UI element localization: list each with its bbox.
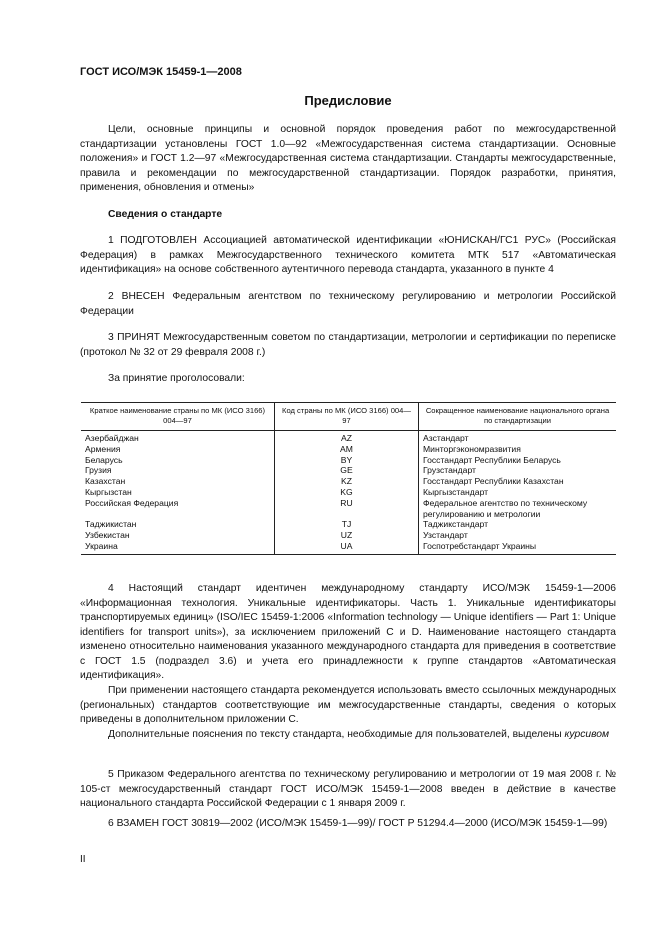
cell-code: AM <box>275 444 419 455</box>
section-heading: Сведения о стандарте <box>108 209 223 220</box>
table-row <box>81 444 616 455</box>
cell-body: Кыргызстандарт <box>423 486 489 497</box>
item-4-paragraph: 4 Настоящий стандарт идентичен международному стандарту ИСО/МЭК 15459-1—2006 «Информационная технология. Уникальные идентификаторы. Часть 1. Уникальные идентификаторы транспортируемых единиц» (ISO/IEC 15459-1:2006 «Information technology — Unique identifiers — Part 1: Unique identifiers for transport units»), за исключением приложений С и D. Наименование настоящего стандарта изменено относительно наименования указанного международного стандарта для приведения в соответствие с ГОСТ 1.5 (подраздел 3.6) и учета его принадлежности к группе стандартов «Автоматическая идентификация». <box>80 583 616 681</box>
cell-country: Таджикистан <box>81 519 275 530</box>
cell-country: Армения <box>81 444 275 455</box>
cell-body: Минторгэкономразвития <box>423 443 521 454</box>
cell-code: RU <box>275 498 419 520</box>
cell-body: Таджикстандарт <box>423 519 489 530</box>
cell-body: Грузстандарт <box>423 465 476 476</box>
cell-code: AZ <box>275 431 419 444</box>
cell-body: Узстандарт <box>423 530 468 541</box>
cell-code: UZ <box>275 530 419 541</box>
intro-paragraph: Цели, основные принципы и основной порядок проведения работ по межгосударственной стандартизации установлены ГОСТ 1.0—92 «Межгосударственная система стандартизации. Основные положения» и ГОСТ 1.2—97 «Межгосударственная система стандартизации. Стандарты межгосударственные, правила и рекомендации по межгосударственной стандартизации. Порядок разработки, принятия, применения, обновления и отмены» <box>80 124 616 193</box>
cell-body: Азстандарт <box>423 433 469 443</box>
item-4-references-paragraph: При применении настоящего стандарта рекомендуется использовать вместо ссылочных международных (региональных) стандартов соответствующие им межгосударственные стандарты, сведения о которых приведены в дополнительном приложении С. <box>80 685 616 725</box>
item-2-paragraph: 2 ВНЕСЕН Федеральным агентством по техническому регулированию и метрологии Российской Федерации <box>80 291 616 317</box>
table-row <box>81 487 616 498</box>
standards-bodies-table <box>81 402 616 555</box>
notes-plain-text: Дополнительные пояснения по тексту стандарта, необходимые для пользователей, выделены <box>108 729 565 740</box>
table-row <box>81 465 616 476</box>
page-title: Предисловие <box>304 93 392 108</box>
column-header-country: Краткое наименование страны по МК (ИСО 3166) 004—97 <box>81 403 275 431</box>
cell-code: BY <box>275 455 419 466</box>
item-1-paragraph: 1 ПОДГОТОВЛЕН Ассоциацией автоматической идентификации «ЮНИСКАН/ГС1 РУС» (Российская Федерация) в рамках Межгосударственного технического комитета МТК 517 «Автоматическая идентификация» на основе собственного аутентичного перевода стандарта, указанного в пункте 4 <box>80 235 616 275</box>
document-header: ГОСТ ИСО/МЭК 15459-1—2008 <box>80 66 242 78</box>
table-row <box>81 530 616 541</box>
notes-italic-text: курсивом <box>564 729 610 740</box>
cell-country: Казахстан <box>81 476 275 487</box>
table-row <box>81 498 616 520</box>
column-header-code: Код страны по МК (ИСО 3166) 004—97 <box>275 403 419 431</box>
cell-code: UA <box>275 541 419 554</box>
item-4-notes-paragraph <box>80 728 616 743</box>
table-row <box>81 541 616 554</box>
cell-body: Госпотребстандарт Украины <box>419 541 617 554</box>
cell-country: Украина <box>81 541 275 554</box>
table-row <box>81 455 616 466</box>
table-header-row <box>81 403 616 431</box>
item-3-paragraph: 3 ПРИНЯТ Межгосударственным советом по стандартизации, метрологии и сертификации по переписке (протокол № 32 от 29 февраля 2008 г.) <box>80 332 616 358</box>
cell-body: Федеральное агентство по техническому регулированию и метрологии <box>423 497 588 519</box>
cell-body: Госстандарт Республики Казахстан <box>423 476 564 487</box>
table-row <box>81 476 616 487</box>
item-6-paragraph: 6 ВЗАМЕН ГОСТ 30819—2002 (ИСО/МЭК 15459-1—99)/ ГОСТ Р 51294.4—2000 (ИСО/МЭК 15459-1—99) <box>108 818 608 829</box>
cell-code: GE <box>275 465 419 476</box>
voted-label: За принятие проголосовали: <box>108 373 245 384</box>
cell-country: Узбекистан <box>81 530 275 541</box>
cell-country: Грузия <box>81 465 275 476</box>
cell-country: Кыргызстан <box>81 487 275 498</box>
table-row <box>81 431 616 444</box>
item-5-paragraph: 5 Приказом Федерального агентства по техническому регулированию и метрологии от 19 мая 2008 г. № 105-ст межгосударственный стандарт ГОСТ ИСО/МЭК 15459-1—2008 введен в действие в качестве национального стандарта Российской Федерации с 1 января 2009 г. <box>80 769 616 809</box>
cell-country: Беларусь <box>81 455 275 466</box>
page-number: II <box>80 854 86 865</box>
table-row <box>81 519 616 530</box>
cell-country: Азербайджан <box>81 431 275 444</box>
cell-code: KG <box>275 487 419 498</box>
column-header-body: Сокращенное наименование национального органа по стандартизации <box>419 403 617 431</box>
cell-code: KZ <box>275 476 419 487</box>
cell-country: Российская Федерация <box>81 498 275 520</box>
cell-body: Госстандарт Республики Беларусь <box>423 454 561 465</box>
cell-code: TJ <box>275 519 419 530</box>
